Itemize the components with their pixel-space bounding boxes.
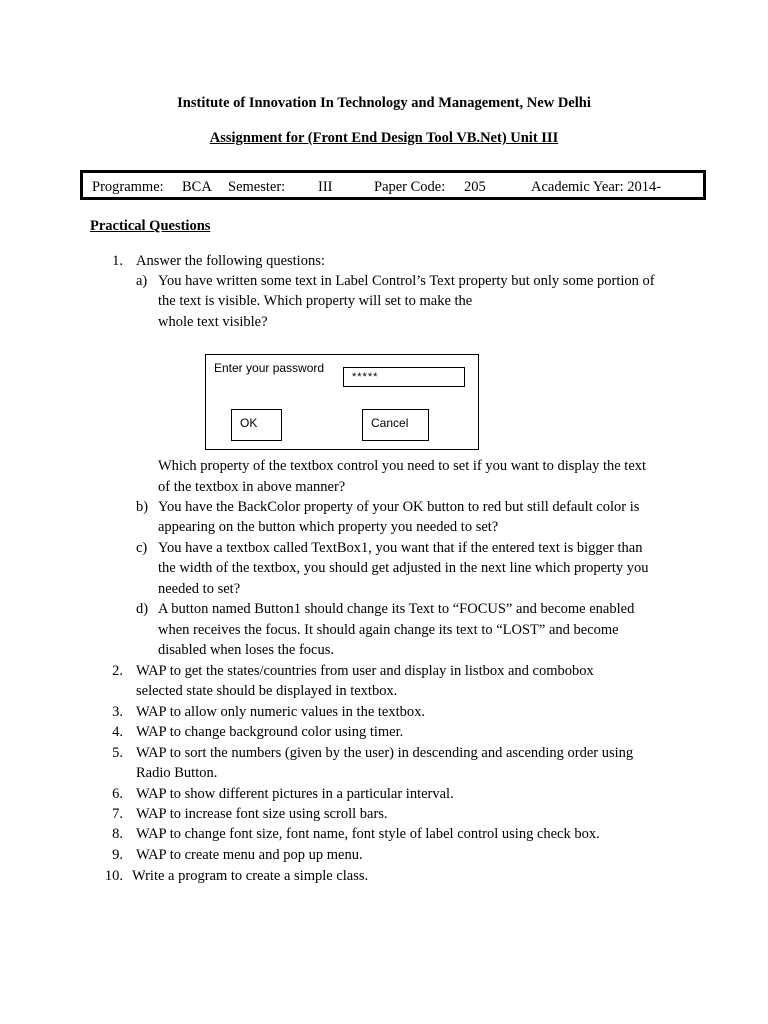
question-number: 2. (112, 663, 123, 679)
question-text: WAP to create menu and pop up menu. (136, 847, 363, 863)
sub-question-a-line1: You have written some text in Label Control’s Text property but only some portion of (158, 273, 655, 289)
sub-question-c-line3: needed to set? (158, 581, 241, 597)
semester-label: Semester: (228, 179, 286, 195)
question-number: 7. (112, 806, 123, 822)
question-text: WAP to sort the numbers (given by the user) in descending and ascending order using (136, 745, 634, 761)
question-text: WAP to allow only numeric values in the textbox. (136, 704, 426, 720)
question-number: 1. (112, 253, 123, 269)
after-dialog-line1: Which property of the textbox control you need to set if you want to display the text (158, 458, 647, 474)
question-number: 4. (112, 724, 123, 740)
question-number: 5. (112, 745, 123, 761)
assignment-title (0, 130, 768, 147)
sub-question-marker: a) (136, 273, 148, 289)
question-number: 8. (112, 826, 123, 842)
ok-button-figure: OK (231, 409, 282, 441)
question-text: WAP to get the states/countries from user and display in listbox and combobox (136, 663, 594, 679)
assignment-title-text: Assignment for (Front End Design Tool VB.Net) Unit III (209, 130, 559, 146)
question-text: Answer the following questions: (136, 253, 325, 269)
question-text: Write a program to create a simple class. (132, 868, 369, 884)
section-title: Practical Questions (90, 218, 211, 234)
question-text: WAP to show different pictures in a particular interval. (136, 786, 454, 802)
sub-question-c-line1: You have a textbox called TextBox1, you want that if the entered text is bigger than (158, 540, 643, 556)
semester-value: III (318, 179, 333, 195)
programme-value: BCA (182, 179, 212, 195)
question-text: WAP to change font size, font name, font style of label control using check box. (136, 826, 600, 842)
sub-question-b-line2: appearing on the button which property you needed to set? (158, 519, 499, 535)
question-number: 9. (112, 847, 123, 863)
password-textbox: ***** (343, 367, 465, 387)
sub-question-marker: b) (136, 499, 149, 515)
sub-question-d-line2: when receives the focus. It should again change its text to “LOST” and become (158, 622, 619, 638)
sub-question-d-line1: A button named Button1 should change its Text to “FOCUS” and become enabled (158, 601, 635, 617)
question-number: 6. (112, 786, 123, 802)
question-text-cont: selected state should be displayed in textbox. (136, 683, 398, 699)
sub-question-b-line1: You have the BackColor property of your OK button to red but still default color is (158, 499, 640, 515)
password-label: Enter your password (214, 361, 325, 375)
question-text: WAP to increase font size using scroll bars. (136, 806, 388, 822)
cancel-button-figure: Cancel (362, 409, 429, 441)
question-number: 3. (112, 704, 123, 720)
sub-question-marker: d) (136, 601, 149, 617)
institute-title: Institute of Innovation In Technology and Management, New Delhi (177, 95, 591, 111)
question-text-cont: Radio Button. (136, 765, 218, 781)
question-text: WAP to change background color using timer. (136, 724, 404, 740)
question-number: 10. (104, 868, 123, 884)
programme-info-box (80, 170, 706, 200)
sub-question-marker: c) (136, 540, 148, 556)
sub-question-d-line3: disabled when loses the focus. (158, 642, 334, 658)
sub-question-a-line2: the text is visible. Which property will set to make the (158, 293, 473, 309)
paper-code-value: 205 (464, 179, 486, 195)
sub-question-a-line3: whole text visible? (158, 314, 268, 330)
academic-year-label: Academic Year: 2014- (531, 179, 662, 195)
password-dialog-figure (205, 354, 479, 450)
programme-label: Programme: (92, 179, 164, 195)
after-dialog-line2: of the textbox in above manner? (158, 479, 346, 495)
sub-question-c-line2: the width of the textbox, you should get adjusted in the next line which property you (158, 560, 649, 576)
paper-code-label: Paper Code: (374, 179, 446, 195)
